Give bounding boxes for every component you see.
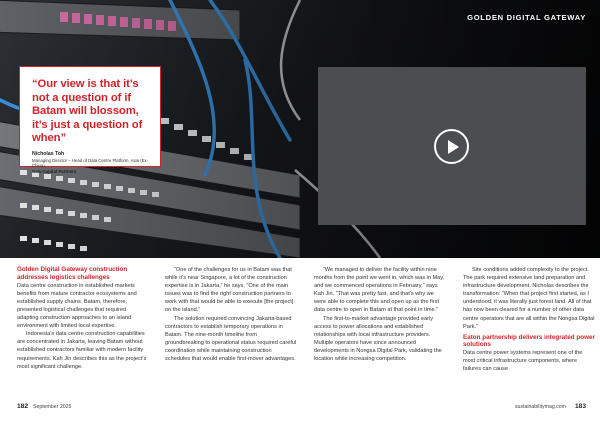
play-button[interactable] [434, 129, 469, 164]
paragraph: Indonesia’s data centre construction capabilities are concentrated in Jakarta, leaving Batam without established contractors familiar with modern facility requirements. Kah Jin describes this as the project’s most significant challenge. [17, 331, 147, 370]
article-column-4 [463, 266, 595, 373]
play-icon [448, 140, 459, 154]
article-column-1 [17, 266, 149, 371]
pull-quote [19, 66, 161, 175]
quote-text: “Our view is that it’s not a question of if Batam will blossom, it’s just a question of when” [32, 78, 143, 145]
subheading: Golden Digital Gateway construction addresses logistics challenges [17, 266, 128, 281]
page-number-right: 183 [574, 403, 586, 410]
site-url[interactable]: sustainabilitymag.com [514, 404, 566, 410]
paragraph: The solution required convincing Jakarta-based contractors to establish temporary operations in Batam. The nine-month timeline from groundbreaking to operational status required careful coordination while maintaining construction schedules that would enable first-mover advantages. [165, 315, 297, 363]
article-column-2 [165, 266, 297, 363]
article-column-3 [314, 266, 446, 363]
quote-author-company: Gaw Capital Partners [32, 169, 77, 175]
video-player[interactable] [318, 67, 586, 225]
paragraph: Site conditions added complexity to the project. The park required extensive land preparation and infrastructure development. Nicholas describes the transformation: “When that project first started, as I understood, it was literally just forest land. All of that has now been cleared for a number of other data centre operators that are all within the Nongsa Digital Park.” [463, 267, 595, 330]
quote-author-name: Nicholas Toh [32, 150, 65, 157]
paragraph: “One of the challenges for us in Batam was that while it’s near Singapore, a lot of the construction expertise is in Jakarta,” he says. “One of the main issues was to find the right construction partners to work with that would be able to execute [the project] on the island.” [165, 267, 294, 314]
section-label: GOLDEN DIGITAL GATEWAY [467, 13, 586, 22]
page-footer [0, 400, 600, 424]
paragraph: “We managed to deliver the facility within nine months from the point we went in, which was in May, and we commenced operations in February,” says Kah Jin. “That was pretty fast, and that’s why we were able to complete this and open up as the first data centre to open in Batam at that point in time.” [314, 267, 445, 314]
page-number-left: 182 [17, 403, 29, 410]
subheading: Eaton partnership delivers integrated power solutions [463, 333, 595, 349]
paragraph: The first-to-market advantage provided early access to power allocations and established relationships with local infrastructure providers. Multiple operators have since announced developments in Nongsa Digital Park, validating the location while increasing competition. [314, 315, 442, 363]
paragraph: Data centre construction in established markets benefits from mature contractor ecosystems and established supply chains. Batam, therefore, presented logistical challenges that required adapting construction approaches to an island environment with limited local expertise. [17, 282, 137, 330]
quote-author-role: Managing Director – Head of Data Centre Platform, Asia (Ex-China), [32, 157, 149, 169]
paragraph: Data centre power systems represent one of the most critical infrastructure components, where failures can cause [463, 349, 583, 373]
issue-date: September 2025 [33, 404, 72, 410]
